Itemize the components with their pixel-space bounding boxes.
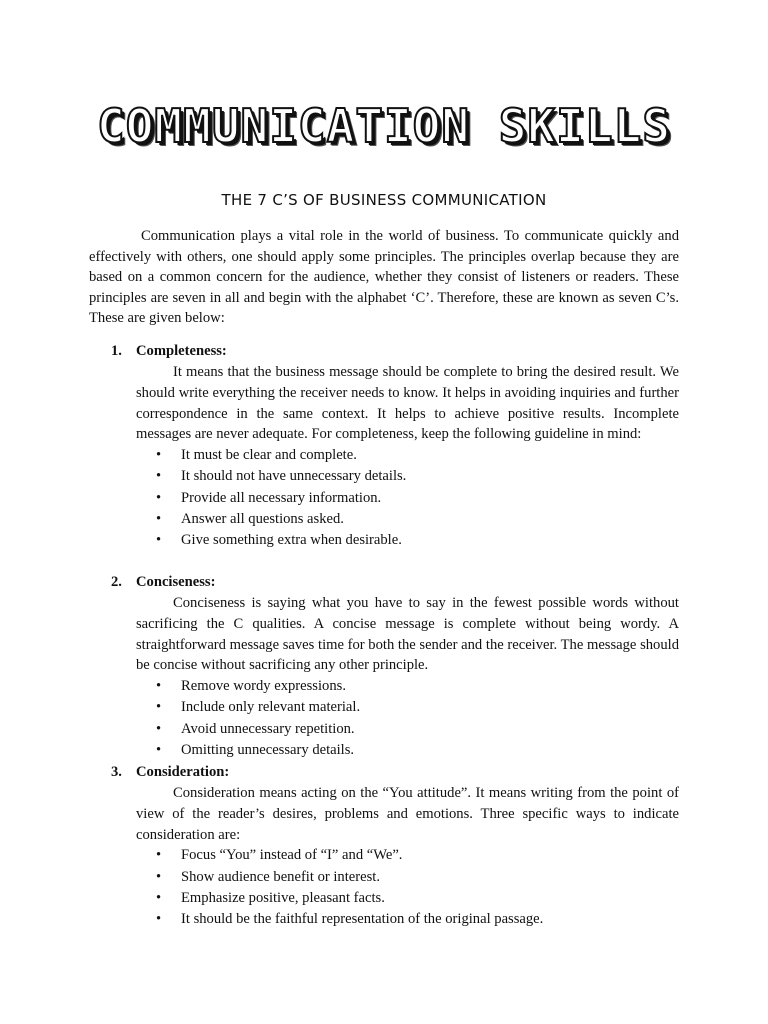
list-item [156, 488, 679, 509]
section-heading [89, 572, 679, 593]
page-title: COMMUNICATION SKILLS [97, 99, 671, 153]
list-item [156, 719, 679, 740]
bullet-icon: • [156, 532, 162, 549]
list-item-text: Omitting unnecessary details. [181, 742, 355, 759]
bullet-icon: • [156, 699, 162, 716]
list-item [156, 888, 679, 909]
list-item-text: Answer all questions asked. [181, 511, 344, 528]
list-item-text: Give something extra when desirable. [181, 532, 402, 549]
list-item [156, 530, 679, 551]
section-completeness [89, 341, 679, 552]
bullet-icon: • [156, 742, 162, 759]
bullet-icon: • [156, 889, 162, 906]
section-consideration [89, 762, 679, 931]
list-item-text: Remove wordy expressions. [181, 678, 346, 695]
bullet-list [156, 845, 679, 930]
section-title: Consideration: [136, 764, 230, 780]
list-item-text: Provide all necessary information. [181, 489, 382, 506]
bullet-icon: • [156, 489, 162, 506]
section-number: 2. [111, 574, 122, 590]
list-item-text: It should be the faithful representation of the original passage. [181, 911, 544, 928]
bullet-icon: • [156, 911, 162, 928]
list-item-text: Avoid unnecessary repetition. [181, 720, 355, 737]
section-paragraph: Consideration means acting on the “You attitude”. It means writing from the point of view of the reader’s desires, problems and emotions. Three specific ways to indicate consideration are: [136, 785, 679, 843]
section-title: Completeness: [136, 343, 227, 359]
list-item [156, 740, 679, 761]
intro-paragraph: Communication plays a vital role in the world of business. To communicate quickly and effectively with others, one should apply some principles. The principles overlap because they are based on a common concern for the audience, whether they consist of listeners or readers. These principles are seven in all and begin with the alphabet ‘C’. Therefore, these are known as seven C’s. These are given below: [89, 228, 679, 327]
list-item-text: Emphasize positive, pleasant facts. [181, 889, 385, 906]
section-number: 1. [111, 343, 122, 359]
section-title: Conciseness: [136, 574, 216, 590]
bullet-list [156, 676, 679, 761]
section-heading [89, 762, 679, 783]
list-item [156, 909, 679, 930]
list-item [156, 676, 679, 697]
list-item [156, 867, 679, 888]
section-heading [89, 341, 679, 362]
bullet-list [156, 445, 679, 551]
list-item-text: Focus “You” instead of “I” and “We”. [181, 847, 403, 864]
list-item [156, 697, 679, 718]
list-item [156, 466, 679, 487]
section-conciseness [89, 572, 679, 761]
list-item-text: Show audience benefit or interest. [181, 868, 380, 885]
bullet-icon: • [156, 868, 162, 885]
bullet-icon: • [156, 720, 162, 737]
list-item [156, 509, 679, 530]
bullet-icon: • [156, 468, 162, 485]
section-paragraph: It means that the business message should be complete to bring the desired result. We should write everything the receiver needs to know. It helps in avoiding inquiries and further correspondence in the same context. It helps to achieve positive results. Incomplete messages are never adequate. For completeness, keep the following guideline in mind: [136, 364, 679, 443]
list-item-text: Include only relevant material. [181, 699, 361, 716]
list-item [156, 445, 679, 466]
section-paragraph: Conciseness is saying what you have to say in the fewest possible words without sacrificing the C qualities. A concise message is complete without being wordy. A straightforward message saves time for both the sender and the receiver. The message should be concise without sacrificing any other principle. [136, 595, 679, 674]
bullet-icon: • [156, 847, 162, 864]
bullet-icon: • [156, 447, 162, 464]
list-item-text: It should not have unnecessary details. [181, 468, 407, 485]
bullet-icon: • [156, 678, 162, 695]
list-item [156, 845, 679, 866]
list-item-text: It must be clear and complete. [181, 447, 357, 464]
bullet-icon: • [156, 511, 162, 528]
section-number: 3. [111, 764, 122, 780]
page-subtitle: THE 7 C’S OF BUSINESS COMMUNICATION [221, 191, 547, 209]
